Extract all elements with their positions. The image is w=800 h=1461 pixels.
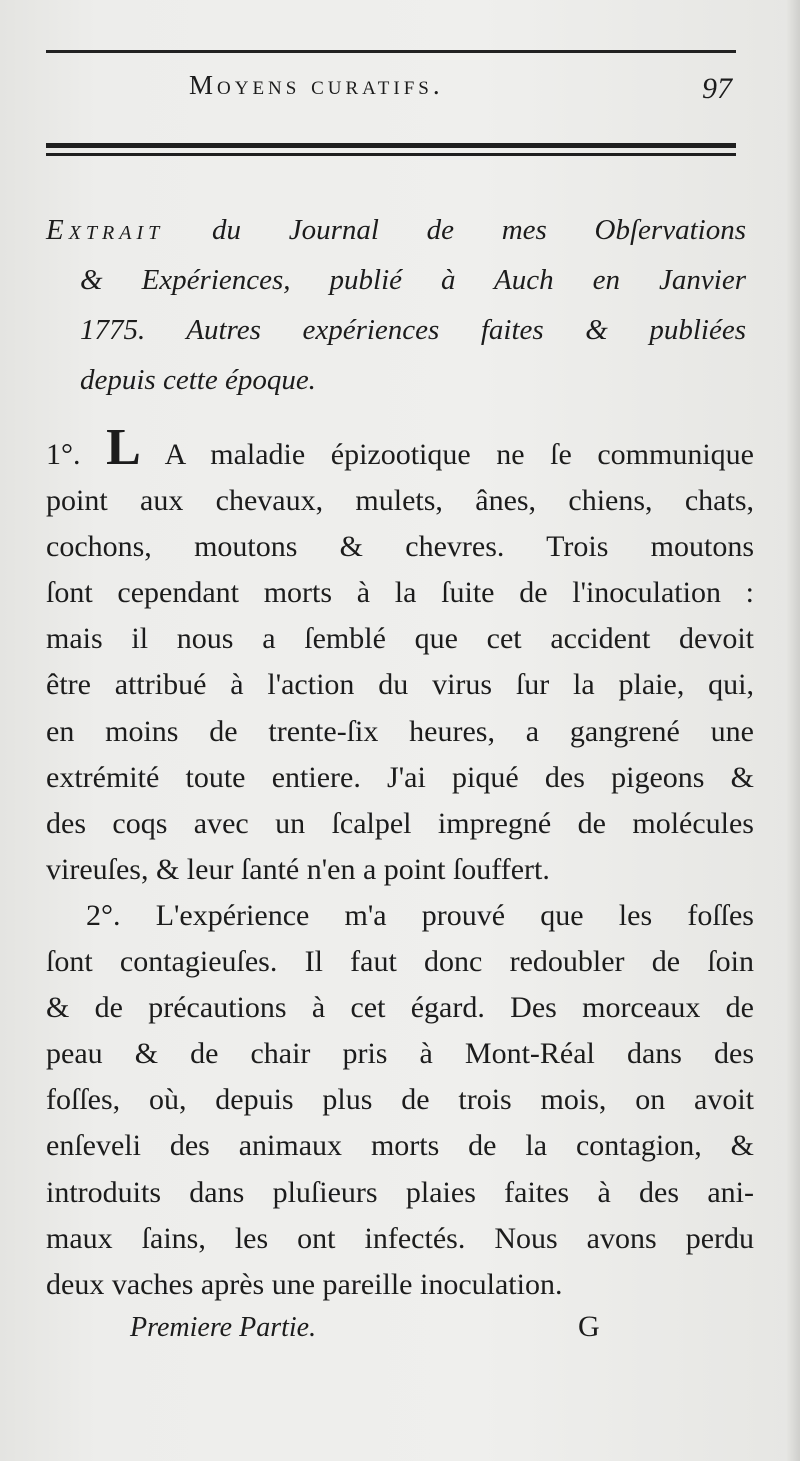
para2-line: introduits dans pluſieurs plaies faites à des ani- bbox=[46, 1175, 754, 1209]
para1-number: 1°. bbox=[46, 438, 81, 471]
para1-line: être attribué à l'action du virus ſur la plaie, qui, bbox=[46, 668, 754, 702]
para2-line: deux vaches après une pareille inoculation. bbox=[46, 1267, 563, 1301]
body-text bbox=[46, 419, 754, 1308]
heading-lead-word: Extrait bbox=[46, 214, 165, 246]
signature-mark: G bbox=[578, 1310, 600, 1343]
page-edge-shadow bbox=[786, 0, 800, 1461]
drop-cap: L bbox=[106, 419, 141, 476]
para1-line: point aux chevaux, mulets, ânes, chiens, chats, bbox=[46, 484, 754, 518]
heading-line-1 bbox=[46, 205, 746, 255]
signature-label: Premiere Partie. bbox=[130, 1312, 317, 1343]
para1-line: cochons, moutons & chevres. Trois moutons bbox=[46, 530, 754, 564]
heading-line-2: & Expériences, publié à Auch en Janvier bbox=[80, 264, 746, 296]
para1-line: mais il nous a ſemblé que cet accident devoit bbox=[46, 622, 754, 656]
section-heading bbox=[46, 205, 746, 405]
para2-line: maux ſains, les ont infectés. Nous avons perdu bbox=[46, 1221, 754, 1255]
para1-line-1 bbox=[46, 419, 754, 478]
para2-line: peau & de chair pris à Mont-Réal dans des bbox=[46, 1037, 754, 1071]
top-rule bbox=[46, 50, 736, 53]
para2-line: enſeveli des animaux morts de la contagion, & bbox=[46, 1129, 754, 1163]
para1-line: des coqs avec un ſcalpel impregné de molécules bbox=[46, 806, 754, 840]
running-header bbox=[46, 68, 736, 108]
running-title: Moyens curatifs. bbox=[189, 70, 444, 100]
signature-line bbox=[130, 1312, 630, 1352]
para1-line: vireuſes, & leur ſanté n'en a point ſouffert. bbox=[46, 852, 550, 886]
header-rule-thick bbox=[46, 143, 736, 148]
para1-line-1-text: A maladie épizootique ne ſe communique bbox=[164, 438, 754, 471]
heading-line-4: depuis cette époque. bbox=[80, 364, 316, 396]
para2-line: & de précautions à cet égard. Des morceaux de bbox=[46, 991, 754, 1025]
heading-line-1-text: du Journal de mes Obſervations bbox=[164, 214, 746, 246]
para2-line: foſſes, où, depuis plus de trois mois, on avoit bbox=[46, 1083, 754, 1117]
page-number: 97 bbox=[702, 72, 732, 105]
para1-line: ſont cependant morts à la ſuite de l'inoculation : bbox=[46, 576, 754, 610]
para1-line: en moins de trente-ſix heures, a gangrené une bbox=[46, 714, 754, 748]
para2-line: ſont contagieuſes. Il faut donc redoubler de ſoin bbox=[46, 945, 754, 979]
para1-line: extrémité toute entiere. J'ai piqué des pigeons & bbox=[46, 760, 754, 794]
para2-line: 2°. L'expérience m'a prouvé que les foſſes bbox=[86, 898, 754, 932]
header-rule-thin bbox=[46, 153, 736, 156]
heading-line-3: 1775. Autres expériences faites & publiées bbox=[80, 314, 746, 346]
